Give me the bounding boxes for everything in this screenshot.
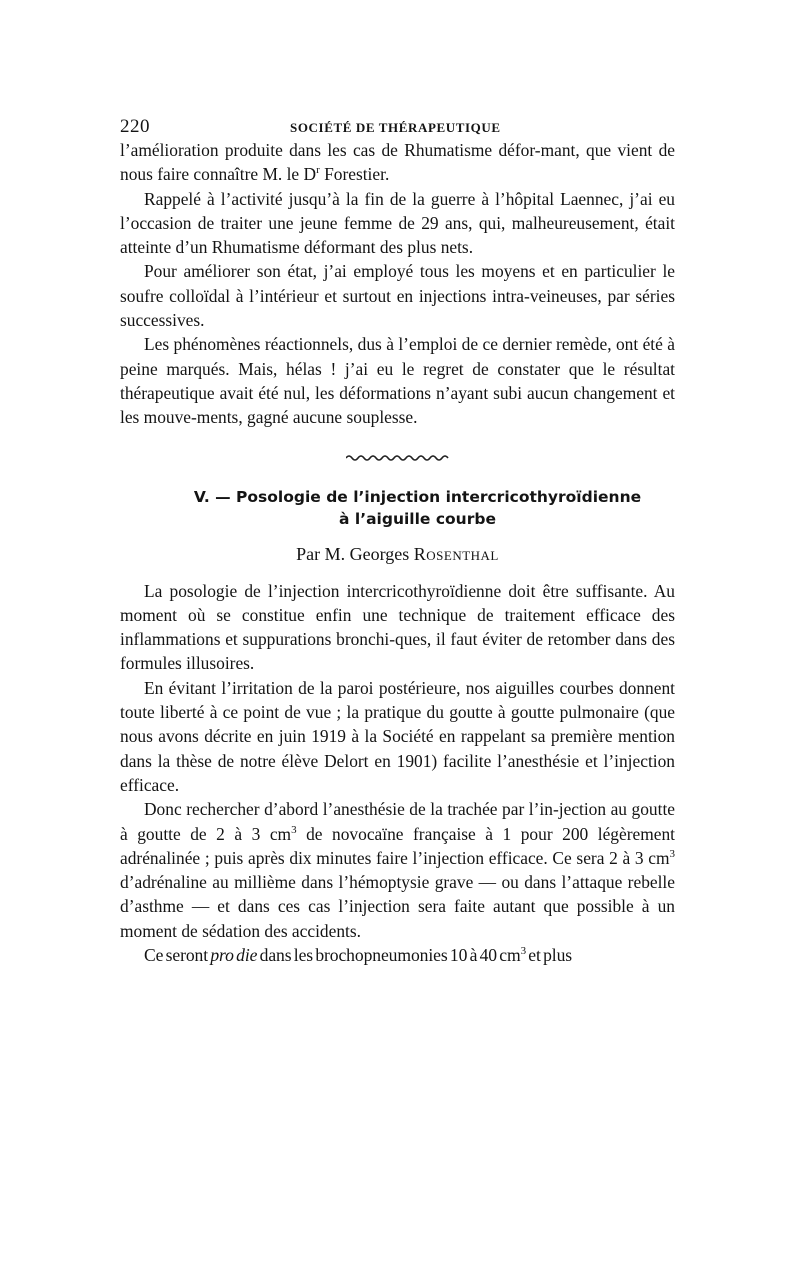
italic-text: pro die [210,945,258,966]
section-divider-ornament [120,450,675,464]
superscript: 3 [669,848,675,861]
text-run: et plus [526,945,573,966]
paragraph: Les phénomènes réactionnels, dus à l’emploi de ce dernier remède, ont été à peine marqués. Mais, hélas ! j’ai eu le regret de constater que le résultat thérapeutique avait été nul, les déformations n’ayant subi aucun changement et les mouve-ments, gagné aucune souplesse. [120,334,675,428]
paragraph: La posologie de l’injection intercricothyroïdienne doit être suffisante. Au moment où se constitue enfin une technique de traitement efficace des inflammations et suppurations bronchi-ques, il faut éviter de retomber dans des formules illusoires. [120,580,675,674]
text-run: Donc rechercher d’abord l’anesthésie de la trachée par l’in-jection au goutte à goutte de 2 à 3 cm [120,799,675,844]
text-run: Forestier. [319,164,390,185]
text-run: d’adrénaline au millième dans l’hémoptysie grave — ou dans l’attaque rebelle d’asthme — et dans ces cas l’injection sera faite autant que possible à un moment de sédation des accidents. [120,872,675,941]
section-title-line: V. — Posologie de l’injection intercricothyroïdienne [193,487,642,506]
section-title [120,486,675,530]
paragraph-last-line [120,943,675,967]
text-run: de novocaïne française à 1 pour 200 légèrement adrénalinée ; puis après dix minutes faire l’injection efficace. Ce sera 2 à 3 cm [120,823,675,868]
author-surname: Rosenthal [413,543,499,564]
paragraph-continuation [120,138,675,187]
page-number: 220 [120,116,150,137]
journal-title: SOCIÉTÉ DE THÉRAPEUTIQUE [290,120,501,135]
paragraph: Pour améliorer son état, j’ai employé tous les moyens et en particulier le soufre colloïdal à l’intérieur et surtout en injections intra-veineuses, par séries successives. [120,261,675,331]
text-run: Ce seront [144,945,211,966]
superscript: r [316,164,320,177]
document-page [120,112,675,967]
text-run: l’amélioration produite dans les cas de Rhumatisme défor-mant, que vient de nous faire connaître M. le D [120,140,675,185]
running-header [120,112,675,138]
wavy-rule-icon [346,453,450,463]
paragraph: Rappelé à l’activité jusqu’à la fin de la guerre à l’hôpital Laennec, j’ai eu l’occasion de traiter une jeune femme de 29 ans, qui, malheureusement, était atteinte d’un Rhumatisme déformant des plus nets. [120,188,675,258]
paragraph [120,797,675,943]
superscript: 3 [520,945,526,958]
section-title-line: à l’aiguille courbe [339,509,496,528]
author-line [120,544,675,565]
superscript: 3 [291,823,297,836]
text-run: dans les brochopneumonies 10 à 40 cm [257,945,521,966]
author-prefix: Par M. Georges [296,543,414,564]
paragraph: En évitant l’irritation de la paroi postérieure, nos aiguilles courbes donnent toute liberté à ce point de vue ; la pratique du goutte à goutte pulmonaire (que nous avons décrite en juin 1919 à la Société en rappelant sa première mention dans la thèse de notre élève Delort en 1901) facilite l’anesthésie et l’injection efficace. [120,677,675,795]
